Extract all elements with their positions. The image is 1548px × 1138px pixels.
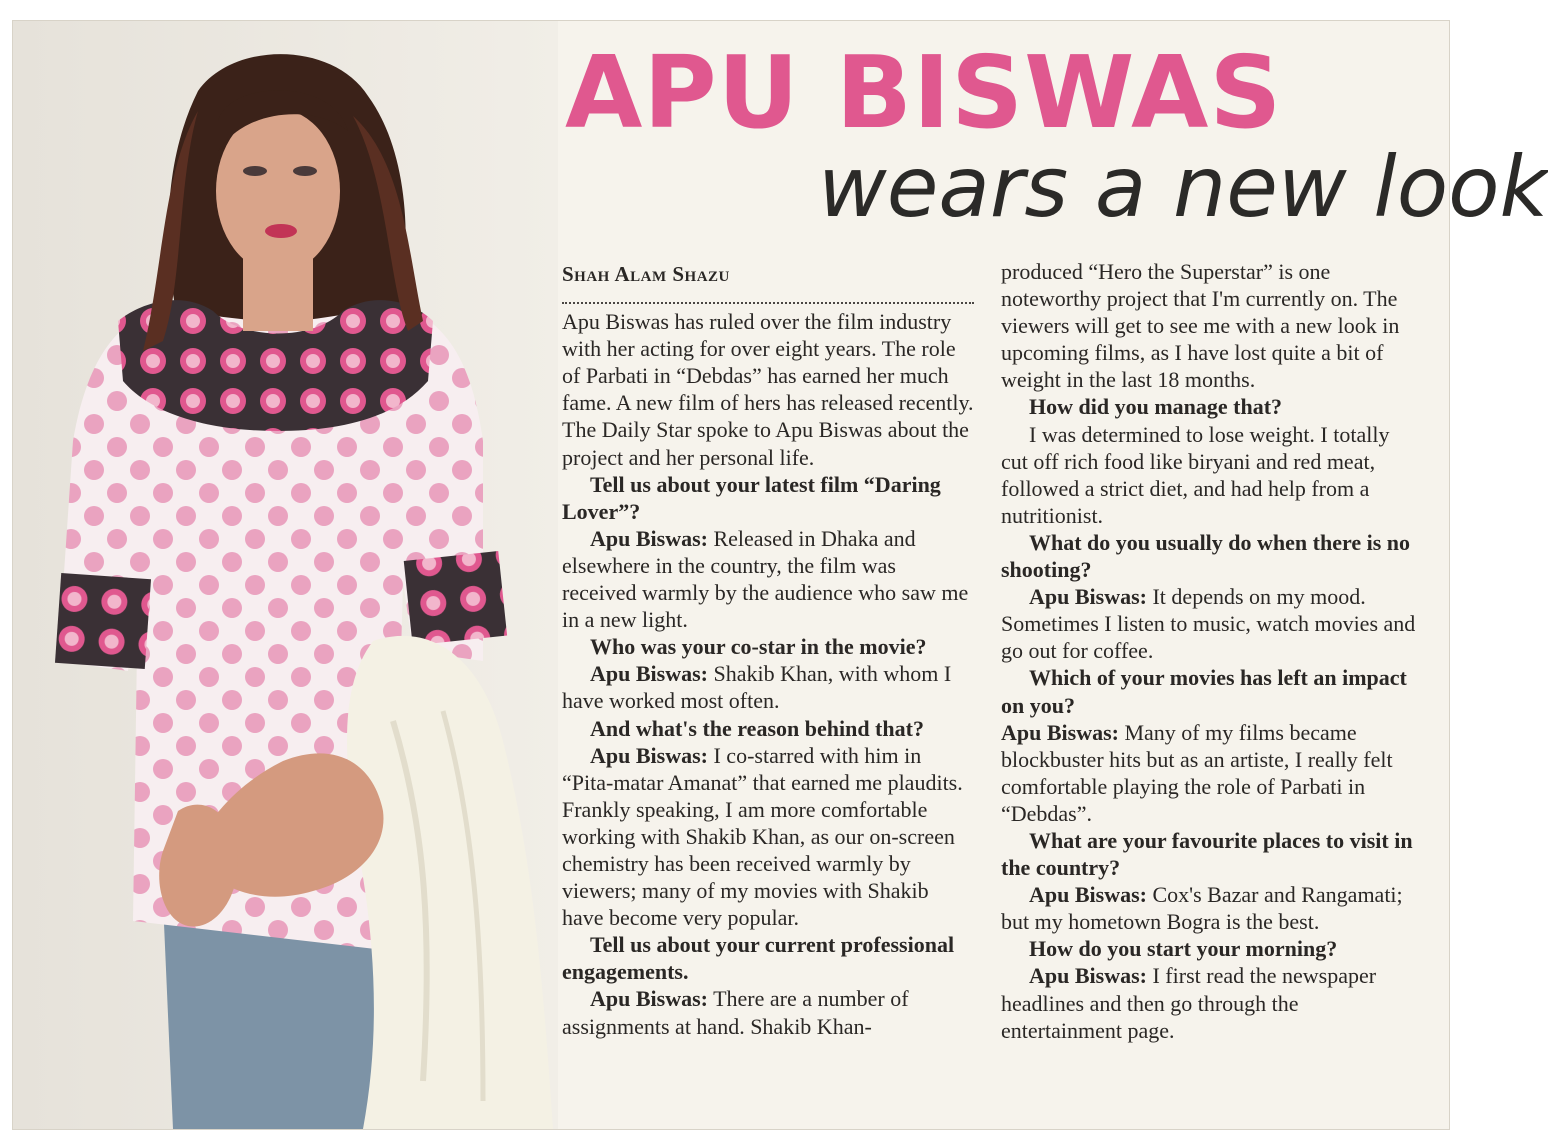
answer-3 — [562, 742, 974, 932]
answer-text: Many of my films became blockbuster hits but as an artiste, I really felt comfortable playing the role of Parbati in “Debdas”. — [1001, 719, 1393, 826]
answer-text: I co-starred with him in “Pita-matar Amanat” that earned me plaudits. Frankly speaking, I am more comfortable working with Shakib Khan, as our on-screen chemistry has been received warmly by viewers; many of my movies with Shakib have become very popular. — [562, 742, 963, 931]
answer-label: Apu Biswas: — [1029, 882, 1147, 908]
answer-5: I was determined to lose weight. I totally cut off rich food like biryani and red meat, followed a strict diet, and had help from a nutritionist. — [1001, 421, 1390, 528]
newspaper-page — [12, 20, 1548, 1130]
article-column-2 — [1001, 258, 1421, 1044]
answer-text: There are a number of assignments at hand. Shakib Khan- — [562, 986, 909, 1039]
question-2: Who was your co-star in the movie? — [590, 634, 927, 660]
answer-text: It depends on my mood. Sometimes I listen to music, watch movies and go out for coffee. — [1001, 584, 1416, 664]
answer-1 — [562, 525, 974, 633]
portrait-photo — [13, 21, 558, 1129]
question-8: What are your favourite places to visit in the country? — [1001, 827, 1413, 881]
answer-label: Apu Biswas: — [1029, 963, 1147, 989]
answer-7 — [1001, 719, 1421, 827]
answer-text: Released in Dhaka and elsewhere in the country, the film was received warmly by the audience who saw me in a new light. — [562, 525, 969, 633]
answer-2 — [562, 660, 974, 714]
answer-8 — [1001, 881, 1421, 935]
question-3: And what's the reason behind that? — [590, 715, 924, 741]
answer-label: Apu Biswas: — [590, 742, 708, 768]
question-4: Tell us about your current professional engagements. — [562, 932, 955, 985]
answer-text: I first read the newspaper headlines and then go through the entertainment page. — [1001, 963, 1377, 1043]
question-7: Which of your movies has left an impact on you? — [1001, 665, 1407, 718]
question-6: What do you usually do when there is no shooting? — [1001, 529, 1411, 583]
headline-title: APU BISWAS — [565, 34, 1283, 151]
answer-label: Apu Biswas: — [590, 661, 708, 687]
portrait-illustration — [13, 21, 558, 1129]
question-1: Tell us about your latest film “Daring Lover”? — [562, 471, 941, 524]
question-5: How did you manage that? — [1029, 394, 1283, 420]
byline: Shah Alam Shazu — [562, 262, 730, 286]
answer-6 — [1001, 583, 1421, 664]
answer-text: Shakib Khan, with whom I have worked most often. — [562, 661, 952, 714]
article-column-1 — [562, 261, 974, 1040]
intro-paragraph: Apu Biswas has ruled over the film industry with her acting for over eight years. The role of Parbati in “Debdas” has earned her much fame. A new film of hers has released recently. The Daily Star spoke to Apu Biswas about the project and her personal life. — [562, 309, 974, 470]
question-9: How do you start your morning? — [1029, 936, 1338, 962]
answer-9 — [1001, 962, 1421, 1043]
headline-subtitle: wears a new look — [818, 138, 1548, 236]
answer-text: Cox's Bazar and Rangamati; but my hometown Bogra is the best. — [1001, 882, 1403, 935]
answer-label: Apu Biswas: — [590, 986, 708, 1012]
answer-label: Apu Biswas: — [1029, 584, 1147, 610]
answer-label: Apu Biswas: — [1001, 719, 1119, 745]
dotted-divider — [562, 302, 974, 304]
answer-4-continued: produced “Hero the Superstar” is one noteworthy project that I'm currently on. The viewers will get to see me with a new look in upcoming films, as I have lost quite a bit of weight in the last 18 months. — [1001, 259, 1400, 393]
answer-4 — [562, 985, 974, 1039]
answer-label: Apu Biswas: — [590, 525, 708, 551]
